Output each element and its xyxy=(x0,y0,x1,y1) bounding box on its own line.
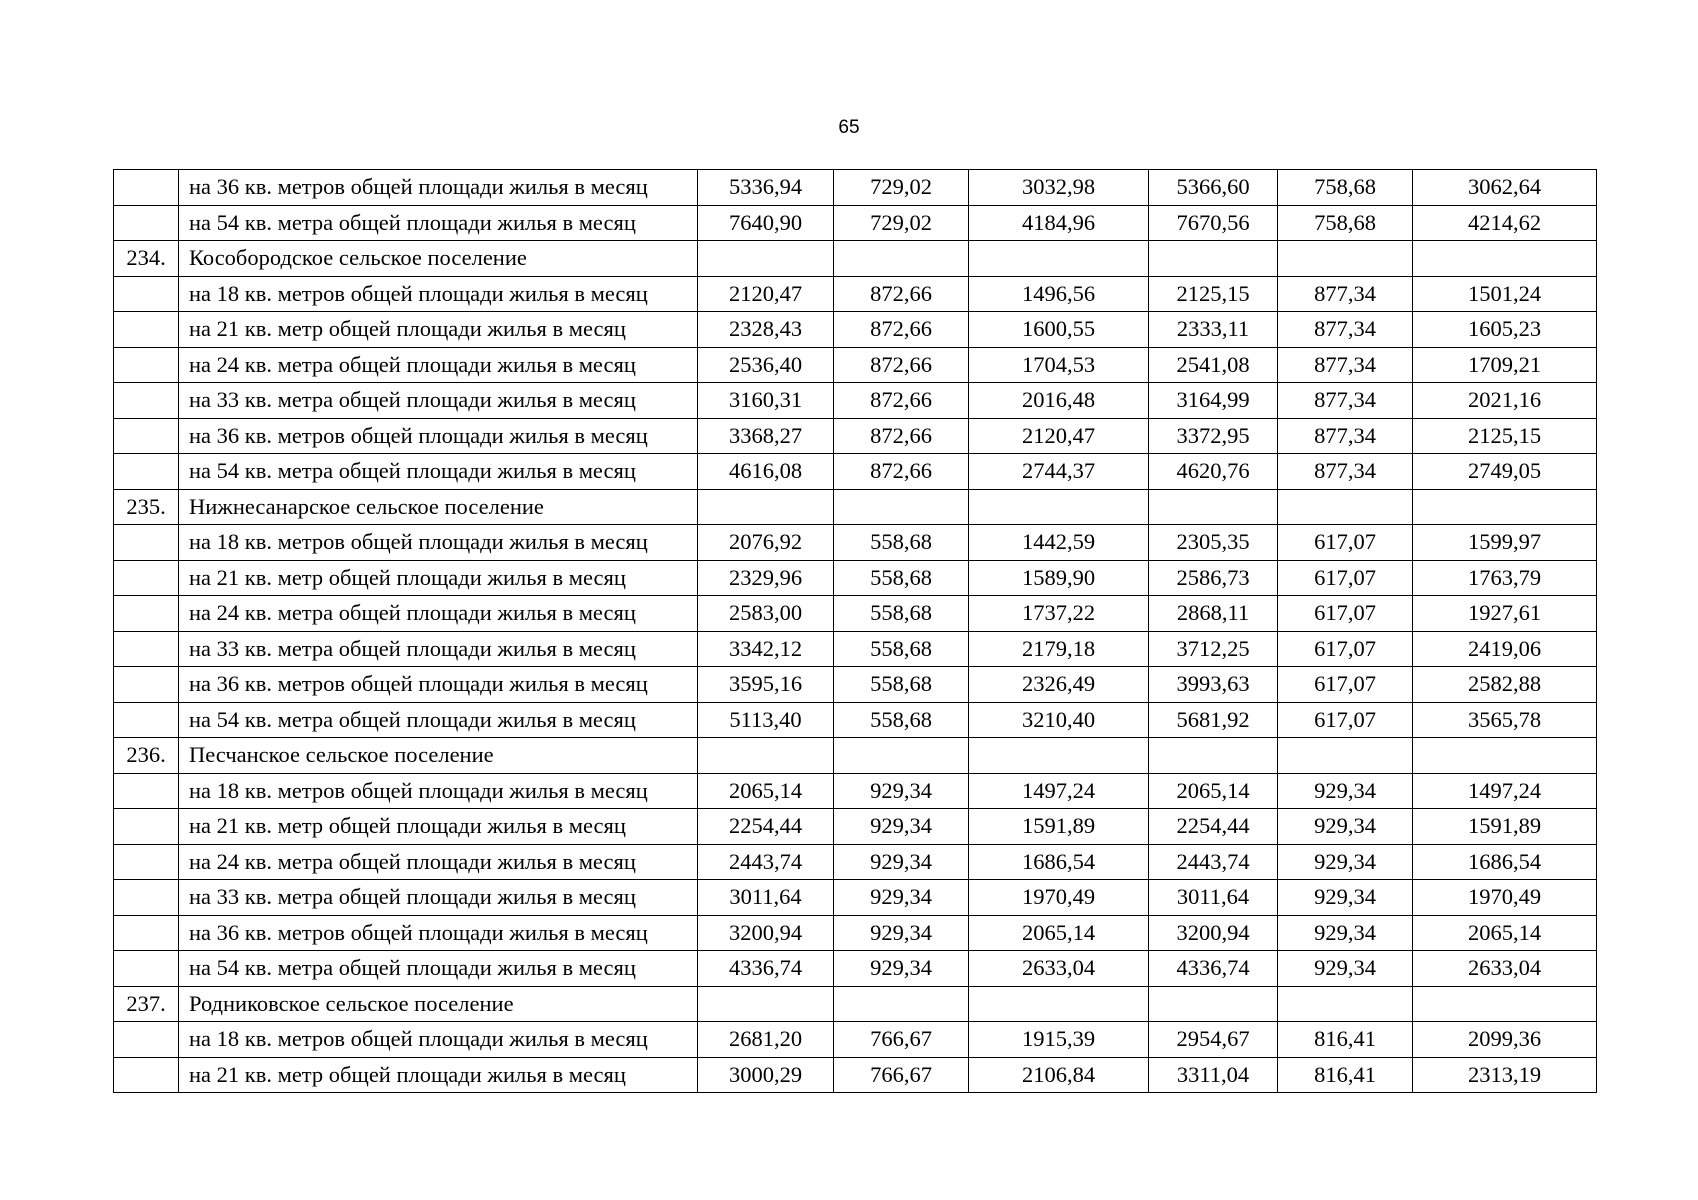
value-cell: 2586,73 xyxy=(1149,560,1278,596)
value-cell: 5113,40 xyxy=(698,702,834,738)
value-cell: 2120,47 xyxy=(698,276,834,312)
value-cell: 929,34 xyxy=(1278,915,1413,951)
value-cell: 4214,62 xyxy=(1413,205,1597,241)
value-cell: 877,34 xyxy=(1278,276,1413,312)
row-label-cell: Родниковское сельское поселение xyxy=(179,986,698,1022)
table-row xyxy=(114,525,1597,561)
value-cell: 1704,53 xyxy=(969,347,1149,383)
value-cell: 1600,55 xyxy=(969,312,1149,348)
value-cell: 872,66 xyxy=(834,418,969,454)
value-cell: 2254,44 xyxy=(1149,809,1278,845)
row-label-cell: на 18 кв. метров общей площади жилья в месяц xyxy=(179,525,698,561)
value-cell xyxy=(698,986,834,1022)
table-row-section xyxy=(114,986,1597,1022)
row-label-cell: Песчанское сельское поселение xyxy=(179,738,698,774)
table-row-section xyxy=(114,738,1597,774)
value-cell: 2329,96 xyxy=(698,560,834,596)
row-number-cell xyxy=(114,1057,179,1093)
row-label-cell: на 36 кв. метров общей площади жилья в месяц xyxy=(179,170,698,206)
value-cell: 2326,49 xyxy=(969,667,1149,703)
value-cell: 816,41 xyxy=(1278,1022,1413,1058)
value-cell: 2633,04 xyxy=(969,951,1149,987)
row-number-cell: 237. xyxy=(114,986,179,1022)
value-cell: 877,34 xyxy=(1278,418,1413,454)
value-cell: 766,67 xyxy=(834,1057,969,1093)
value-cell: 1442,59 xyxy=(969,525,1149,561)
value-cell: 2749,05 xyxy=(1413,454,1597,490)
value-cell: 872,66 xyxy=(834,312,969,348)
value-cell xyxy=(1278,986,1413,1022)
value-cell: 729,02 xyxy=(834,170,969,206)
value-cell: 3565,78 xyxy=(1413,702,1597,738)
value-cell: 872,66 xyxy=(834,383,969,419)
value-cell: 929,34 xyxy=(1278,880,1413,916)
row-number-cell xyxy=(114,951,179,987)
value-cell: 929,34 xyxy=(834,809,969,845)
value-cell: 3200,94 xyxy=(1149,915,1278,951)
tariff-table xyxy=(113,169,1597,1093)
value-cell: 1970,49 xyxy=(1413,880,1597,916)
value-cell: 1686,54 xyxy=(1413,844,1597,880)
value-cell: 929,34 xyxy=(834,844,969,880)
value-cell: 1605,23 xyxy=(1413,312,1597,348)
row-number-cell: 236. xyxy=(114,738,179,774)
value-cell: 3368,27 xyxy=(698,418,834,454)
value-cell: 729,02 xyxy=(834,205,969,241)
row-label-cell: на 54 кв. метра общей площади жилья в месяц xyxy=(179,951,698,987)
value-cell: 1599,97 xyxy=(1413,525,1597,561)
value-cell: 3011,64 xyxy=(1149,880,1278,916)
value-cell: 2328,43 xyxy=(698,312,834,348)
value-cell: 766,67 xyxy=(834,1022,969,1058)
value-cell: 3000,29 xyxy=(698,1057,834,1093)
row-label-cell: на 36 кв. метров общей площади жилья в месяц xyxy=(179,667,698,703)
value-cell: 877,34 xyxy=(1278,383,1413,419)
value-cell: 4336,74 xyxy=(1149,951,1278,987)
row-number-cell xyxy=(114,383,179,419)
row-number-cell xyxy=(114,915,179,951)
table-row xyxy=(114,1022,1597,1058)
row-label-cell: на 18 кв. метров общей площади жилья в месяц xyxy=(179,773,698,809)
row-number-cell xyxy=(114,667,179,703)
value-cell xyxy=(834,986,969,1022)
value-cell: 2099,36 xyxy=(1413,1022,1597,1058)
row-label-cell: на 54 кв. метра общей площади жилья в месяц xyxy=(179,454,698,490)
value-cell: 929,34 xyxy=(1278,844,1413,880)
table-row xyxy=(114,809,1597,845)
value-cell: 929,34 xyxy=(834,951,969,987)
table-row xyxy=(114,276,1597,312)
value-cell: 558,68 xyxy=(834,560,969,596)
value-cell: 2681,20 xyxy=(698,1022,834,1058)
value-cell: 2016,48 xyxy=(969,383,1149,419)
value-cell: 2065,14 xyxy=(1149,773,1278,809)
row-label-cell: на 24 кв. метра общей площади жилья в месяц xyxy=(179,844,698,880)
value-cell: 558,68 xyxy=(834,631,969,667)
value-cell: 1496,56 xyxy=(969,276,1149,312)
row-number-cell: 235. xyxy=(114,489,179,525)
row-label-cell: Нижнесанарское сельское поселение xyxy=(179,489,698,525)
value-cell xyxy=(1149,986,1278,1022)
value-cell: 2333,11 xyxy=(1149,312,1278,348)
value-cell: 558,68 xyxy=(834,667,969,703)
row-label-cell: на 18 кв. метров общей площади жилья в месяц xyxy=(179,1022,698,1058)
value-cell: 2065,14 xyxy=(1413,915,1597,951)
table-row xyxy=(114,560,1597,596)
value-cell: 758,68 xyxy=(1278,205,1413,241)
row-number-cell: 234. xyxy=(114,241,179,277)
value-cell: 3011,64 xyxy=(698,880,834,916)
value-cell: 877,34 xyxy=(1278,454,1413,490)
value-cell: 7640,90 xyxy=(698,205,834,241)
value-cell: 3595,16 xyxy=(698,667,834,703)
value-cell xyxy=(834,489,969,525)
value-cell: 758,68 xyxy=(1278,170,1413,206)
value-cell xyxy=(1278,489,1413,525)
row-label-cell: на 36 кв. метров общей площади жилья в месяц xyxy=(179,915,698,951)
row-label-cell: на 33 кв. метра общей площади жилья в месяц xyxy=(179,631,698,667)
value-cell xyxy=(834,241,969,277)
value-cell: 2443,74 xyxy=(698,844,834,880)
value-cell: 3164,99 xyxy=(1149,383,1278,419)
value-cell: 3200,94 xyxy=(698,915,834,951)
value-cell: 872,66 xyxy=(834,276,969,312)
value-cell: 2536,40 xyxy=(698,347,834,383)
value-cell: 1686,54 xyxy=(969,844,1149,880)
value-cell: 1497,24 xyxy=(1413,773,1597,809)
value-cell: 5366,60 xyxy=(1149,170,1278,206)
table-row xyxy=(114,312,1597,348)
value-cell: 2583,00 xyxy=(698,596,834,632)
row-number-cell xyxy=(114,276,179,312)
row-label-cell: Кособородское сельское поселение xyxy=(179,241,698,277)
value-cell: 4620,76 xyxy=(1149,454,1278,490)
value-cell: 2541,08 xyxy=(1149,347,1278,383)
value-cell: 3210,40 xyxy=(969,702,1149,738)
value-cell: 5681,92 xyxy=(1149,702,1278,738)
row-label-cell: на 21 кв. метр общей площади жилья в месяц xyxy=(179,560,698,596)
value-cell xyxy=(698,241,834,277)
row-label-cell: на 54 кв. метра общей площади жилья в месяц xyxy=(179,205,698,241)
table-row xyxy=(114,951,1597,987)
value-cell: 2065,14 xyxy=(698,773,834,809)
value-cell: 558,68 xyxy=(834,702,969,738)
table-row xyxy=(114,773,1597,809)
table-row xyxy=(114,1057,1597,1093)
value-cell: 3160,31 xyxy=(698,383,834,419)
value-cell: 2125,15 xyxy=(1413,418,1597,454)
value-cell: 1591,89 xyxy=(969,809,1149,845)
row-label-cell: на 21 кв. метр общей площади жилья в месяц xyxy=(179,1057,698,1093)
value-cell: 2419,06 xyxy=(1413,631,1597,667)
row-label-cell: на 33 кв. метра общей площади жилья в месяц xyxy=(179,880,698,916)
value-cell: 1927,61 xyxy=(1413,596,1597,632)
value-cell: 1589,90 xyxy=(969,560,1149,596)
row-label-cell: на 36 кв. метров общей площади жилья в месяц xyxy=(179,418,698,454)
row-number-cell xyxy=(114,170,179,206)
value-cell: 929,34 xyxy=(834,880,969,916)
value-cell xyxy=(698,738,834,774)
row-label-cell: на 21 кв. метр общей площади жилья в месяц xyxy=(179,809,698,845)
value-cell: 3032,98 xyxy=(969,170,1149,206)
value-cell: 2125,15 xyxy=(1149,276,1278,312)
value-cell: 877,34 xyxy=(1278,347,1413,383)
value-cell xyxy=(1149,489,1278,525)
table-row xyxy=(114,631,1597,667)
value-cell: 1591,89 xyxy=(1413,809,1597,845)
value-cell xyxy=(1413,738,1597,774)
value-cell xyxy=(1413,489,1597,525)
value-cell: 2868,11 xyxy=(1149,596,1278,632)
value-cell xyxy=(698,489,834,525)
value-cell: 816,41 xyxy=(1278,1057,1413,1093)
value-cell xyxy=(969,738,1149,774)
value-cell xyxy=(1278,738,1413,774)
value-cell: 872,66 xyxy=(834,347,969,383)
row-number-cell xyxy=(114,1022,179,1058)
value-cell: 2443,74 xyxy=(1149,844,1278,880)
value-cell xyxy=(969,986,1149,1022)
value-cell: 617,07 xyxy=(1278,525,1413,561)
table-row xyxy=(114,170,1597,206)
value-cell: 2744,37 xyxy=(969,454,1149,490)
row-number-cell xyxy=(114,844,179,880)
value-cell: 3342,12 xyxy=(698,631,834,667)
value-cell: 2065,14 xyxy=(969,915,1149,951)
row-label-cell: на 24 кв. метра общей площади жилья в месяц xyxy=(179,347,698,383)
value-cell: 2106,84 xyxy=(969,1057,1149,1093)
table-body xyxy=(114,170,1597,1093)
row-label-cell: на 54 кв. метра общей площади жилья в месяц xyxy=(179,702,698,738)
value-cell: 2633,04 xyxy=(1413,951,1597,987)
value-cell: 2021,16 xyxy=(1413,383,1597,419)
row-label-cell: на 21 кв. метр общей площади жилья в месяц xyxy=(179,312,698,348)
value-cell: 2076,92 xyxy=(698,525,834,561)
value-cell: 4616,08 xyxy=(698,454,834,490)
row-number-cell xyxy=(114,702,179,738)
table-row xyxy=(114,205,1597,241)
row-label-cell: на 33 кв. метра общей площади жилья в месяц xyxy=(179,383,698,419)
value-cell xyxy=(969,489,1149,525)
table-row xyxy=(114,667,1597,703)
row-number-cell xyxy=(114,631,179,667)
value-cell: 7670,56 xyxy=(1149,205,1278,241)
value-cell: 929,34 xyxy=(1278,951,1413,987)
value-cell: 1501,24 xyxy=(1413,276,1597,312)
value-cell: 617,07 xyxy=(1278,702,1413,738)
value-cell xyxy=(1278,241,1413,277)
row-number-cell xyxy=(114,312,179,348)
value-cell: 929,34 xyxy=(834,915,969,951)
value-cell: 1497,24 xyxy=(969,773,1149,809)
value-cell: 2582,88 xyxy=(1413,667,1597,703)
value-cell: 3062,64 xyxy=(1413,170,1597,206)
value-cell: 617,07 xyxy=(1278,596,1413,632)
row-number-cell xyxy=(114,205,179,241)
row-label-cell: на 24 кв. метра общей площади жилья в месяц xyxy=(179,596,698,632)
table-row-section xyxy=(114,241,1597,277)
table-row xyxy=(114,702,1597,738)
value-cell xyxy=(1149,738,1278,774)
value-cell: 617,07 xyxy=(1278,560,1413,596)
value-cell xyxy=(1149,241,1278,277)
value-cell: 929,34 xyxy=(1278,809,1413,845)
row-number-cell xyxy=(114,596,179,632)
value-cell: 2254,44 xyxy=(698,809,834,845)
table-row-section xyxy=(114,489,1597,525)
row-number-cell xyxy=(114,418,179,454)
value-cell: 617,07 xyxy=(1278,667,1413,703)
row-number-cell xyxy=(114,454,179,490)
value-cell: 1970,49 xyxy=(969,880,1149,916)
value-cell: 558,68 xyxy=(834,525,969,561)
value-cell: 3311,04 xyxy=(1149,1057,1278,1093)
value-cell xyxy=(969,241,1149,277)
value-cell: 1763,79 xyxy=(1413,560,1597,596)
row-number-cell xyxy=(114,347,179,383)
value-cell: 3993,63 xyxy=(1149,667,1278,703)
value-cell: 3372,95 xyxy=(1149,418,1278,454)
row-number-cell xyxy=(114,809,179,845)
value-cell: 5336,94 xyxy=(698,170,834,206)
value-cell: 929,34 xyxy=(834,773,969,809)
value-cell: 872,66 xyxy=(834,454,969,490)
value-cell: 2313,19 xyxy=(1413,1057,1597,1093)
table-row xyxy=(114,596,1597,632)
value-cell: 3712,25 xyxy=(1149,631,1278,667)
value-cell: 929,34 xyxy=(1278,773,1413,809)
row-number-cell xyxy=(114,560,179,596)
row-number-cell xyxy=(114,525,179,561)
value-cell: 2954,67 xyxy=(1149,1022,1278,1058)
value-cell: 1737,22 xyxy=(969,596,1149,632)
value-cell xyxy=(1413,241,1597,277)
value-cell: 2179,18 xyxy=(969,631,1149,667)
value-cell: 617,07 xyxy=(1278,631,1413,667)
value-cell: 2120,47 xyxy=(969,418,1149,454)
value-cell: 2305,35 xyxy=(1149,525,1278,561)
value-cell: 558,68 xyxy=(834,596,969,632)
page-number: 65 xyxy=(838,117,860,138)
row-label-cell: на 18 кв. метров общей площади жилья в месяц xyxy=(179,276,698,312)
table-row xyxy=(114,880,1597,916)
value-cell: 4184,96 xyxy=(969,205,1149,241)
value-cell: 1709,21 xyxy=(1413,347,1597,383)
table-row xyxy=(114,844,1597,880)
table-row xyxy=(114,454,1597,490)
value-cell: 877,34 xyxy=(1278,312,1413,348)
table-row xyxy=(114,915,1597,951)
value-cell: 4336,74 xyxy=(698,951,834,987)
value-cell: 1915,39 xyxy=(969,1022,1149,1058)
table-row xyxy=(114,383,1597,419)
row-number-cell xyxy=(114,773,179,809)
table-row xyxy=(114,347,1597,383)
value-cell xyxy=(834,738,969,774)
row-number-cell xyxy=(114,880,179,916)
value-cell xyxy=(1413,986,1597,1022)
table-row xyxy=(114,418,1597,454)
